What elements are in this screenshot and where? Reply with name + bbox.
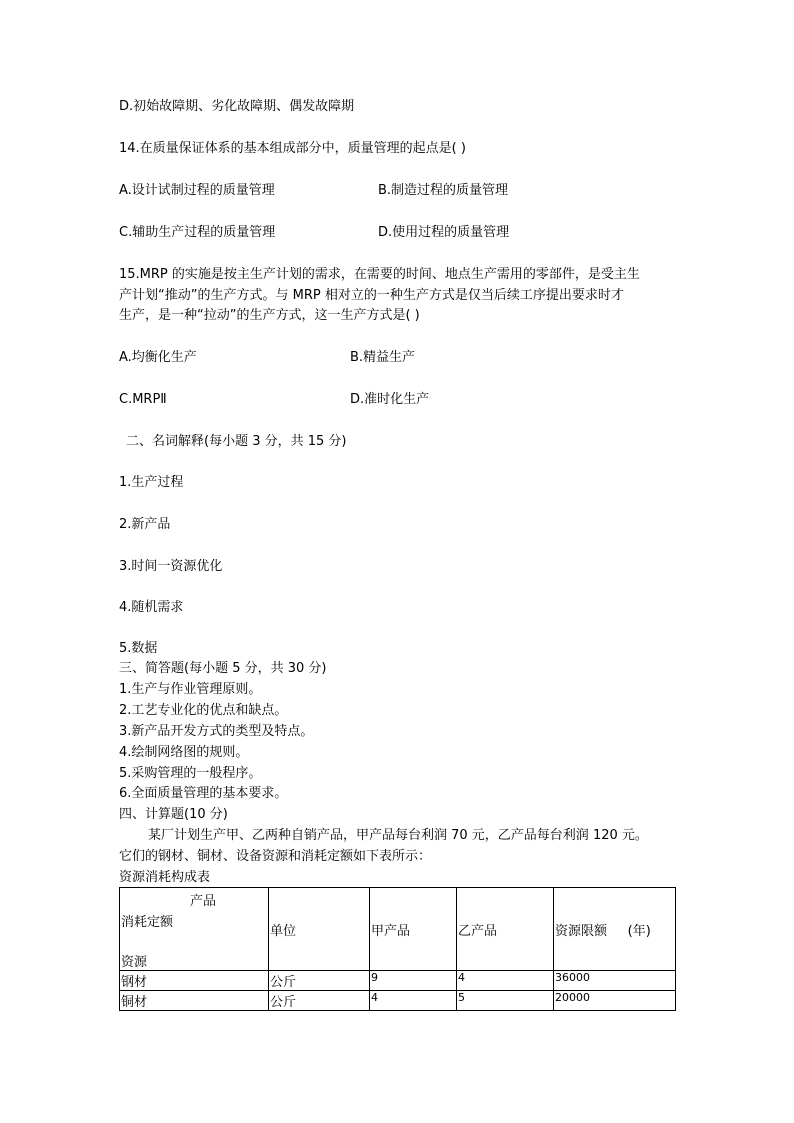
section-3-item: 6.全面质量管理的基本要求。 (119, 786, 288, 801)
cell-product-a: 4 (370, 991, 457, 1011)
question-14-option-c: C.辅助生产过程的质量管理 (119, 225, 276, 240)
corner-label-resource: 资源 (121, 955, 148, 970)
section-2-item: 2.新产品 (119, 517, 171, 532)
section-3-item: 3.新产品开发方式的类型及特点。 (119, 724, 314, 739)
table-caption: 资源消耗构成表 (119, 870, 211, 885)
table-corner-cell (120, 888, 269, 971)
question-15-stem-line-3: 生产，是一种“拉动”的生产方式，这一生产方式是( ) (119, 308, 420, 323)
section-3-item: 1.生产与作业管理原则。 (119, 682, 262, 697)
question-14-option-d: D.使用过程的质量管理 (378, 225, 510, 240)
cell-product-b: 4 (457, 971, 554, 991)
cell-limit: 20000 (554, 991, 676, 1011)
header-unit: 单位 (269, 888, 370, 971)
table-row (120, 991, 676, 1011)
table-row (120, 971, 676, 991)
question-14-stem: 14.在质量保证体系的基本组成部分中，质量管理的起点是( ) (119, 141, 466, 156)
cell-product-b: 5 (457, 991, 554, 1011)
cell-limit: 36000 (554, 971, 676, 991)
section-2-item: 1.生产过程 (119, 475, 184, 490)
cell-resource: 铜材 (120, 991, 269, 1011)
section-3-item: 2.工艺专业化的优点和缺点。 (119, 703, 288, 718)
question-14-option-a: A.设计试制过程的质量管理 (119, 183, 275, 198)
question-15-stem-line-1: 15.MRP 的实施是按主生产计划的需求，在需要的时间、地点生产需用的零部件，是受主生 (119, 267, 640, 282)
cell-product-a: 9 (370, 971, 457, 991)
section-3-item: 4.绘制网络图的规则。 (119, 745, 249, 760)
question-14-option-b: B.制造过程的质量管理 (378, 183, 509, 198)
section-4-title: 四、计算题(10 分) (119, 807, 228, 822)
resource-consumption-table (119, 887, 676, 1011)
question-15-option-a: A.均衡化生产 (119, 350, 197, 365)
section-4-paragraph-line-2: 它们的钢材、铜材、设备资源和消耗定额如下表所示： (119, 849, 432, 864)
question-13-option-d: D.初始故障期、劣化故障期、偶发故障期 (119, 99, 355, 114)
question-15-stem-line-2: 产计划“推动”的生产方式。与 MRP 相对立的一种生产方式是仅当后续工序提出要求时才 (119, 288, 624, 303)
section-3-title: 三、简答题(每小题 5 分，共 30 分) (119, 661, 327, 676)
question-15-option-d: D.准时化生产 (350, 392, 430, 407)
section-4-paragraph-line-1: 某厂计划生产甲、乙两种自销产品，甲产品每台利润 70 元，乙产品每台利润 120 元。 (148, 828, 648, 843)
cell-resource: 钢材 (120, 971, 269, 991)
header-product-b: 乙产品 (457, 888, 554, 971)
question-15-option-b: B.精益生产 (350, 350, 416, 365)
section-2-item: 5.数据 (119, 641, 158, 656)
section-2-item: 4.随机需求 (119, 600, 184, 615)
cell-unit: 公斤 (269, 991, 370, 1011)
table-header-row (120, 888, 676, 971)
header-product-a: 甲产品 (370, 888, 457, 971)
cell-unit: 公斤 (269, 971, 370, 991)
corner-label-product: 产品 (190, 894, 217, 909)
section-2-item: 3.时间一资源优化 (119, 559, 223, 574)
header-resource-limit: 资源限额 (年) (554, 888, 676, 971)
section-2-title: 二、名词解释(每小题 3 分，共 15 分) (126, 434, 347, 449)
section-3-item: 5.采购管理的一般程序。 (119, 766, 262, 781)
question-15-option-c: C.MRPⅡ (119, 392, 167, 407)
corner-label-consumption: 消耗定额 (121, 915, 174, 930)
